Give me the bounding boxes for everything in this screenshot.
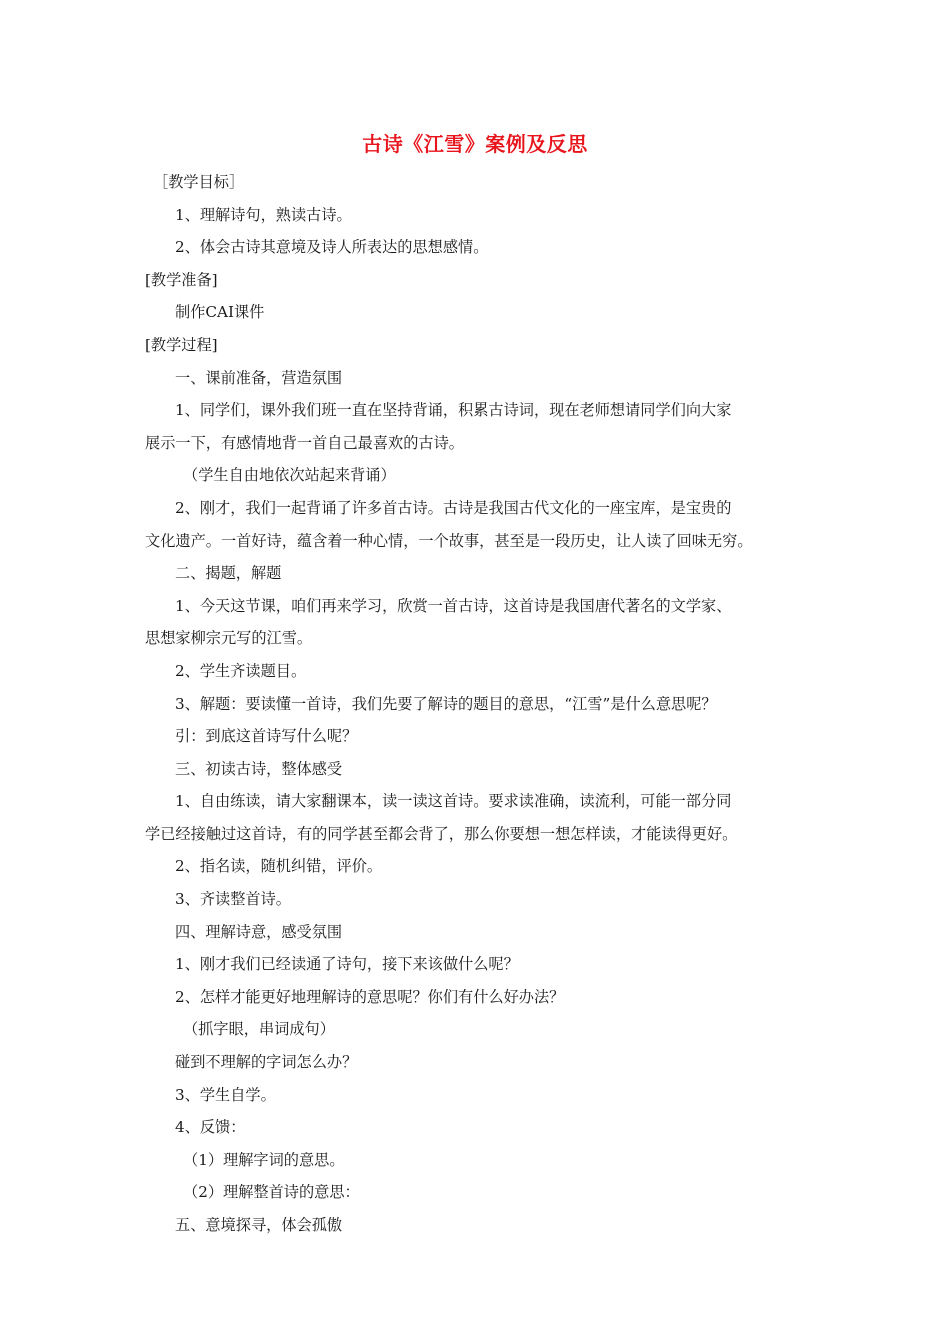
document-title: 古诗《江雪》案例及反思	[362, 132, 588, 156]
paragraph: 三、初读古诗，整体感受	[175, 759, 343, 778]
paragraph: ［教学目标］	[153, 173, 245, 191]
paragraph: 碰到不理解的字词怎么办？	[175, 1053, 358, 1072]
paragraph: 2、刚才，我们一起背诵了许多首古诗。古诗是我国古代文化的一座宝库，是宝贵的	[175, 498, 732, 517]
paragraph: 四、理解诗意，感受氛围	[175, 922, 343, 941]
paragraph: [教学准备]	[145, 270, 218, 289]
paragraph: 学已经接触过这首诗，有的同学甚至都会背了，那么你要想一想怎样读，才能读得更好。	[145, 824, 738, 843]
paragraph: 二、揭题，解题	[175, 564, 282, 583]
paragraph: 2、学生齐读题目。	[175, 661, 307, 680]
paragraph: （抓字眼，串词成句）	[183, 1020, 335, 1039]
document-body	[145, 166, 810, 1242]
paragraph: （2）理解整首诗的意思：	[183, 1183, 360, 1202]
paragraph: （1）理解字词的意思。	[183, 1150, 345, 1169]
paragraph: 3、学生自学。	[175, 1085, 276, 1104]
paragraph: 3、齐读整首诗。	[175, 890, 291, 909]
paragraph: 1、自由练读，请大家翻课本，读一读这首诗。要求读准确，读流利，可能一部分同	[175, 792, 732, 811]
paragraph: 思想家柳宗元写的江雪。	[145, 629, 313, 648]
paragraph: （学生自由地依次站起来背诵）	[183, 466, 396, 485]
paragraph: 3、解题：要读懂一首诗，我们先要了解诗的题目的意思，“江雪”是什么意思呢？	[175, 694, 717, 713]
paragraph: 引：到底这首诗写什么呢？	[175, 727, 358, 746]
paragraph: [教学过程]	[145, 335, 218, 354]
paragraph: 1、理解诗句，熟读古诗。	[175, 205, 352, 224]
paragraph: 2、怎样才能更好地理解诗的意思呢？你们有什么好办法？	[175, 987, 565, 1006]
paragraph: 2、体会古诗其意境及诗人所表达的思想感情。	[175, 238, 489, 257]
paragraph: 2、指名读，随机纠错，评价。	[175, 857, 383, 876]
paragraph: 展示一下，有感情地背一首自己最喜欢的古诗。	[145, 433, 464, 452]
paragraph: 文化遗产。一首好诗，蕴含着一种心情，一个故事，甚至是一段历史，让人读了回味无穷。	[145, 531, 753, 550]
paragraph: 一、课前准备，营造氛围	[175, 368, 343, 387]
paragraph: 制作CAI课件	[175, 303, 265, 322]
paragraph: 4、反馈：	[175, 1118, 246, 1137]
paragraph: 1、今天这节课，咱们再来学习，欣赏一首古诗，这首诗是我国唐代著名的文学家、	[175, 596, 732, 615]
paragraph: 五、意境探寻，体会孤傲	[175, 1216, 343, 1234]
paragraph: 1、同学们，课外我们班一直在坚持背诵，积累古诗词，现在老师想请同学们向大家	[175, 401, 732, 420]
paragraph: 1、刚才我们已经读通了诗句，接下来该做什么呢？	[175, 955, 519, 974]
